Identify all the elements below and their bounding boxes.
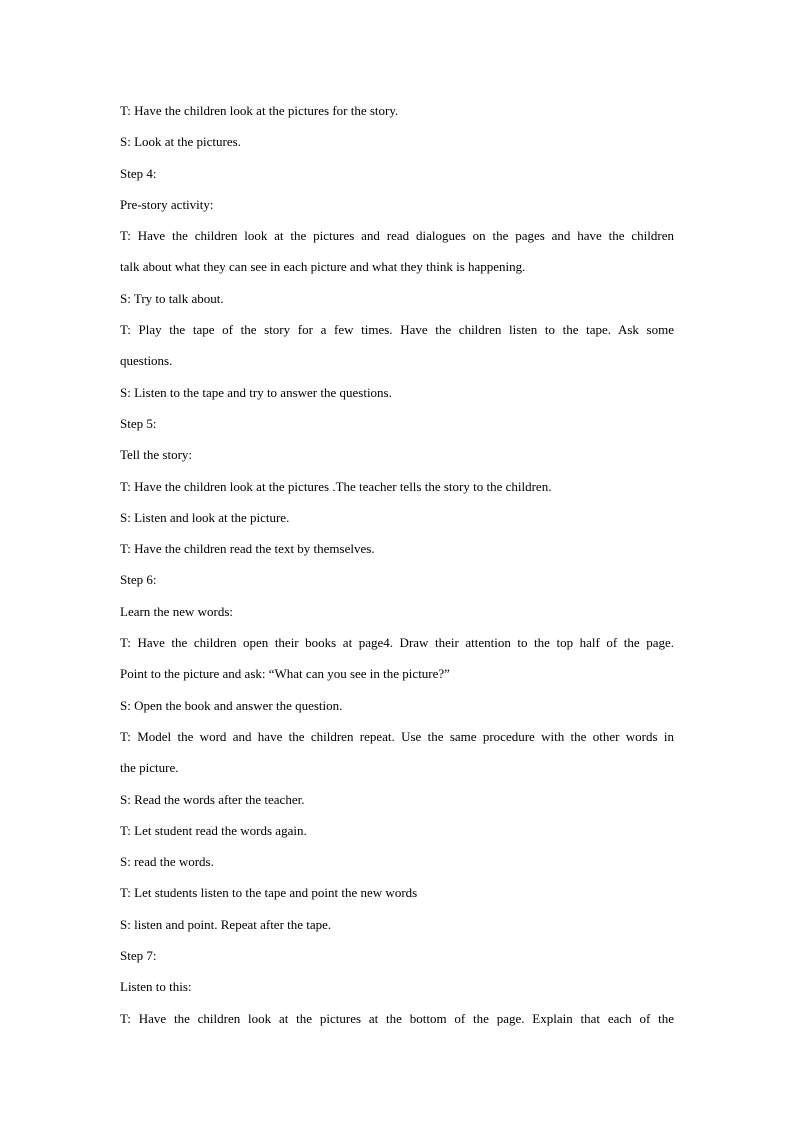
text-line: T: Have the children look at the pictures .The teacher tells the story to the children. — [120, 478, 552, 494]
text-line: T: Have the children look at the pictures at the bottom of the page. Explain that each of the — [120, 1010, 674, 1026]
text-line: T: Have the children look at the pictures for the story. — [120, 103, 399, 118]
document-body — [120, 101, 674, 1040]
section-heading: Learn the new words: — [120, 603, 233, 619]
text-line: S: Listen to the tape and try to answer the questions. — [120, 384, 392, 400]
text-line: T: Have the children open their books at page4. Draw their attention to the top half of the page. — [120, 635, 674, 651]
section-heading: Tell the story: — [120, 447, 193, 463]
text-line: S: Try to talk about. — [120, 290, 224, 306]
text-line: S: read the words. — [120, 854, 214, 870]
text-line: S: Look at the pictures. — [120, 134, 241, 150]
text-line: T: Play the tape of the story for a few times. Have the children listen to the tape. Ask some — [120, 322, 674, 338]
text-line: the picture. — [120, 760, 179, 776]
step-heading: Step 6: — [120, 572, 157, 588]
text-line: talk about what they can see in each picture and what they think is happening. — [120, 259, 526, 275]
text-line: T: Let student read the words again. — [120, 822, 307, 838]
text-line: T: Have the children look at the pictures and read dialogues on the pages and have the children — [120, 228, 674, 244]
step-heading: Step 7: — [120, 948, 157, 964]
section-heading: Pre-story activity: — [120, 196, 214, 212]
text-line: S: Read the words after the teacher. — [120, 791, 305, 807]
text-line: T: Let students listen to the tape and point the new words — [120, 885, 418, 901]
text-line: questions. — [120, 353, 173, 369]
text-line: S: Listen and look at the picture. — [120, 509, 290, 525]
step-heading: Step 4: — [120, 165, 157, 181]
text-line: T: Have the children read the text by themselves. — [120, 541, 375, 557]
text-line: S: listen and point. Repeat after the tape. — [120, 916, 332, 932]
step-heading: Step 5: — [120, 415, 157, 431]
text-line: Point to the picture and ask: “What can you see in the picture?” — [120, 666, 450, 682]
section-heading: Listen to this: — [120, 979, 192, 995]
text-line: S: Open the book and answer the question. — [120, 697, 343, 713]
text-line: T: Model the word and have the children repeat. Use the same procedure with the other words in — [120, 728, 674, 744]
